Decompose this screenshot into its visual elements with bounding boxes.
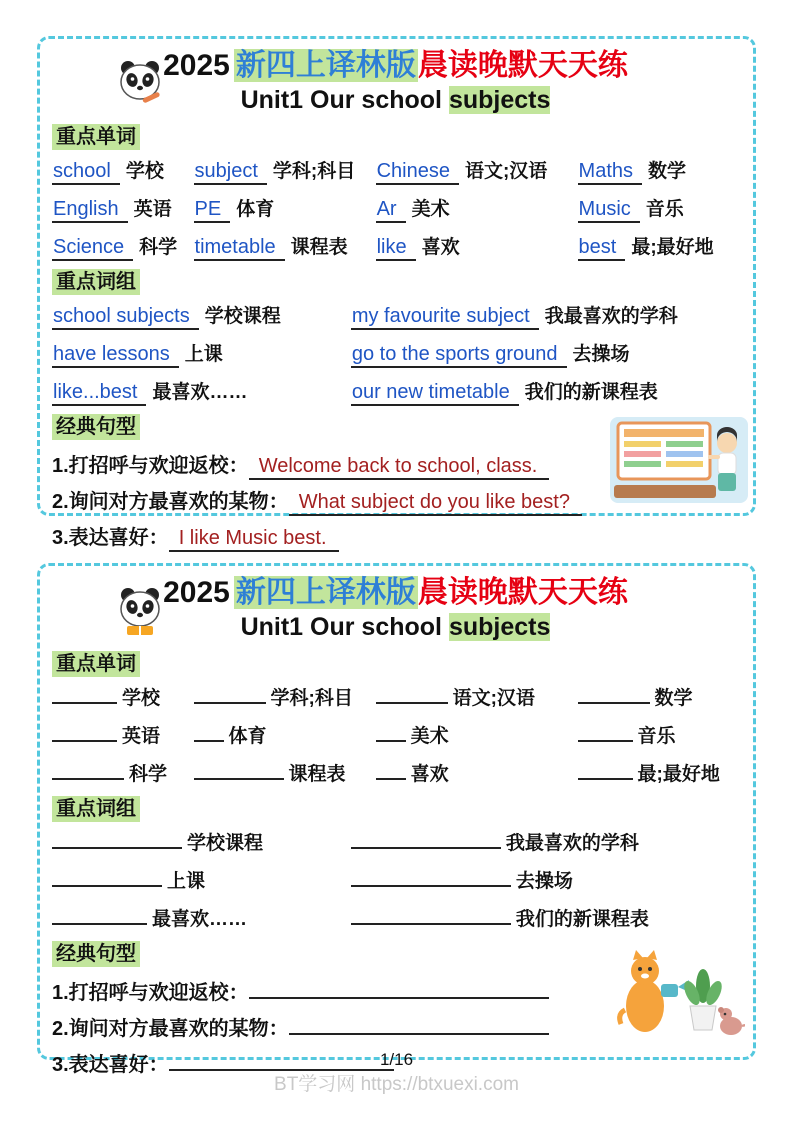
word-chinese: 数学 xyxy=(648,160,687,182)
word-chinese: 喜欢 xyxy=(421,236,460,258)
word-chinese: 学校 xyxy=(125,160,164,182)
sentence-label: 1.打招呼与欢迎返校： xyxy=(52,454,249,477)
card-header xyxy=(52,574,739,642)
word-item xyxy=(376,235,578,260)
word-english: best xyxy=(578,236,626,261)
phrase-chinese: 学校课程 xyxy=(187,832,264,854)
word-fill-list xyxy=(52,686,739,787)
fill-blank xyxy=(52,724,117,742)
word-chinese: 科学 xyxy=(129,763,168,785)
card-header xyxy=(52,47,739,115)
phrase-list xyxy=(52,304,739,405)
classroom-teacher-illustration xyxy=(610,417,748,508)
word-list xyxy=(52,159,739,260)
sentence-answer: Welcome back to school, class. xyxy=(249,455,550,480)
word-fill-item xyxy=(194,762,376,787)
phrase-item xyxy=(52,380,351,405)
word-item xyxy=(578,197,739,222)
word-fill-item xyxy=(194,724,376,749)
sentence-label: 2.询问对方最喜欢的某物： xyxy=(52,490,289,513)
title-year: 2025 xyxy=(163,576,230,609)
fill-blank xyxy=(194,686,266,704)
word-chinese: 最;最好地 xyxy=(631,236,714,258)
word-item xyxy=(52,197,194,222)
fill-blank xyxy=(351,869,511,887)
phrase-english: like...best xyxy=(52,381,146,406)
word-item xyxy=(376,197,578,222)
word-chinese: 英语 xyxy=(133,198,172,220)
word-item xyxy=(52,159,194,184)
word-english: Science xyxy=(52,236,133,261)
word-english: Chinese xyxy=(376,160,459,185)
word-chinese: 英语 xyxy=(122,725,161,747)
phrase-chinese: 我们的新课程表 xyxy=(524,381,658,403)
title-year: 2025 xyxy=(163,49,230,82)
word-item xyxy=(194,159,376,184)
title-series: 晨读晚默天天练 xyxy=(417,49,628,82)
phrase-fill-item xyxy=(52,831,351,856)
phrase-item xyxy=(351,380,739,405)
phrase-item xyxy=(351,304,739,329)
sentence-answer: I like Music best. xyxy=(169,527,339,552)
section-words-header: 重点单词 xyxy=(52,651,140,677)
phrase-item xyxy=(52,304,351,329)
section-sentences-header: 经典句型 xyxy=(52,414,140,440)
word-chinese: 科学 xyxy=(139,236,178,258)
word-chinese: 语文;汉语 xyxy=(452,687,535,709)
sentence-line xyxy=(52,525,739,551)
word-fill-item xyxy=(578,724,739,749)
sentence-label: 1.打招呼与欢迎返校： xyxy=(52,981,249,1004)
word-english: Music xyxy=(578,198,640,223)
section-words-header: 重点单词 xyxy=(52,124,140,150)
fill-blank xyxy=(351,907,511,925)
fill-blank xyxy=(578,762,633,780)
fill-blank xyxy=(194,762,284,780)
phrase-fill-list xyxy=(52,831,739,932)
word-chinese: 课程表 xyxy=(290,236,348,258)
word-chinese: 音乐 xyxy=(637,725,676,747)
sentence-label: 3.表达喜好： xyxy=(52,1053,169,1076)
title-series: 晨读晚默天天练 xyxy=(417,576,628,609)
unit-subtitle-highlight: subjects xyxy=(448,612,551,641)
word-chinese: 语文;汉语 xyxy=(464,160,548,182)
section-phrases-header: 重点词组 xyxy=(52,269,140,295)
phrase-chinese: 去操场 xyxy=(515,870,573,892)
phrase-fill-item xyxy=(52,869,351,894)
sentence-label: 3.表达喜好： xyxy=(52,526,169,549)
word-item xyxy=(194,235,376,260)
word-chinese: 音乐 xyxy=(645,198,684,220)
word-fill-item xyxy=(376,686,578,711)
phrase-item xyxy=(52,342,351,367)
word-item xyxy=(578,235,739,260)
panda-icon xyxy=(116,586,164,643)
word-chinese: 学科;科目 xyxy=(270,687,353,709)
word-english: Ar xyxy=(376,198,406,223)
panda-icon xyxy=(116,59,164,116)
word-item xyxy=(578,159,739,184)
phrase-chinese: 最喜欢…… xyxy=(152,381,248,403)
phrase-english: have lessons xyxy=(52,343,179,368)
fill-blank xyxy=(578,686,650,704)
phrase-chinese: 最喜欢…… xyxy=(152,908,248,930)
word-fill-item xyxy=(52,724,194,749)
practice-card xyxy=(37,563,756,1076)
phrase-fill-item xyxy=(351,869,739,894)
word-chinese: 体育 xyxy=(228,725,267,747)
answer-card xyxy=(37,36,756,549)
phrase-chinese: 我最喜欢的学科 xyxy=(505,832,639,854)
word-english: Maths xyxy=(578,160,642,185)
word-chinese: 最;最好地 xyxy=(637,763,720,785)
unit-subtitle-text: Unit1 Our school xyxy=(240,612,442,641)
word-item xyxy=(376,159,578,184)
fill-blank xyxy=(376,686,448,704)
phrase-chinese: 我们的新课程表 xyxy=(515,908,649,930)
fill-blank xyxy=(578,724,633,742)
word-chinese: 喜欢 xyxy=(410,763,449,785)
word-english: subject xyxy=(194,160,267,185)
word-item xyxy=(194,197,376,222)
phrase-english: go to the sports ground xyxy=(351,343,567,368)
fill-blank xyxy=(52,907,147,925)
word-fill-item xyxy=(52,686,194,711)
phrase-chinese: 上课 xyxy=(184,343,223,365)
fill-blank xyxy=(351,831,501,849)
word-fill-item xyxy=(194,686,376,711)
fill-blank xyxy=(52,831,182,849)
phrase-chinese: 我最喜欢的学科 xyxy=(544,305,678,327)
word-chinese: 美术 xyxy=(411,198,450,220)
fill-blank xyxy=(52,686,117,704)
phrase-item xyxy=(351,342,739,367)
section-sentences-header: 经典句型 xyxy=(52,941,140,967)
word-chinese: 数学 xyxy=(654,687,693,709)
word-fill-item xyxy=(578,762,739,787)
fill-blank xyxy=(52,869,162,887)
fill-blank xyxy=(376,724,406,742)
word-chinese: 美术 xyxy=(410,725,449,747)
title-edition: 新四上译林版 xyxy=(235,49,416,82)
sentence-label: 2.询问对方最喜欢的某物： xyxy=(52,1017,289,1040)
phrase-fill-item xyxy=(52,907,351,932)
unit-subtitle-highlight: subjects xyxy=(448,85,551,114)
fill-blank xyxy=(52,762,124,780)
fill-blank xyxy=(249,981,549,999)
fill-blank xyxy=(376,762,406,780)
word-fill-item xyxy=(376,762,578,787)
word-english: PE xyxy=(194,198,231,223)
word-fill-item xyxy=(578,686,739,711)
sentence-answer: What subject do you like best? xyxy=(289,491,582,516)
title-edition: 新四上译林版 xyxy=(235,576,416,609)
fill-blank xyxy=(289,1017,549,1035)
phrase-chinese: 去操场 xyxy=(572,343,630,365)
word-english: timetable xyxy=(194,236,285,261)
unit-subtitle-text: Unit1 Our school xyxy=(240,85,442,114)
phrase-chinese: 学校课程 xyxy=(204,305,281,327)
site-watermark: BT学习网 https://btxuexi.com xyxy=(274,1074,519,1095)
fill-blank xyxy=(194,724,224,742)
phrase-english: my favourite subject xyxy=(351,305,539,330)
word-english: English xyxy=(52,198,128,223)
word-chinese: 课程表 xyxy=(288,763,346,785)
phrase-fill-item xyxy=(351,907,739,932)
phrase-english: our new timetable xyxy=(351,381,519,406)
word-fill-item xyxy=(376,724,578,749)
phrase-fill-item xyxy=(351,831,739,856)
word-fill-item xyxy=(52,762,194,787)
word-chinese: 学校 xyxy=(122,687,161,709)
phrase-chinese: 上课 xyxy=(167,870,206,892)
word-chinese: 学科;科目 xyxy=(272,160,356,182)
cat-watering-plant-illustration xyxy=(617,948,745,1045)
word-english: like xyxy=(376,236,416,261)
word-item xyxy=(52,235,194,260)
phrase-english: school subjects xyxy=(52,305,199,330)
section-phrases-header: 重点词组 xyxy=(52,796,140,822)
word-english: school xyxy=(52,160,120,185)
word-chinese: 体育 xyxy=(236,198,275,220)
page-number: 1/16 xyxy=(379,1050,414,1069)
